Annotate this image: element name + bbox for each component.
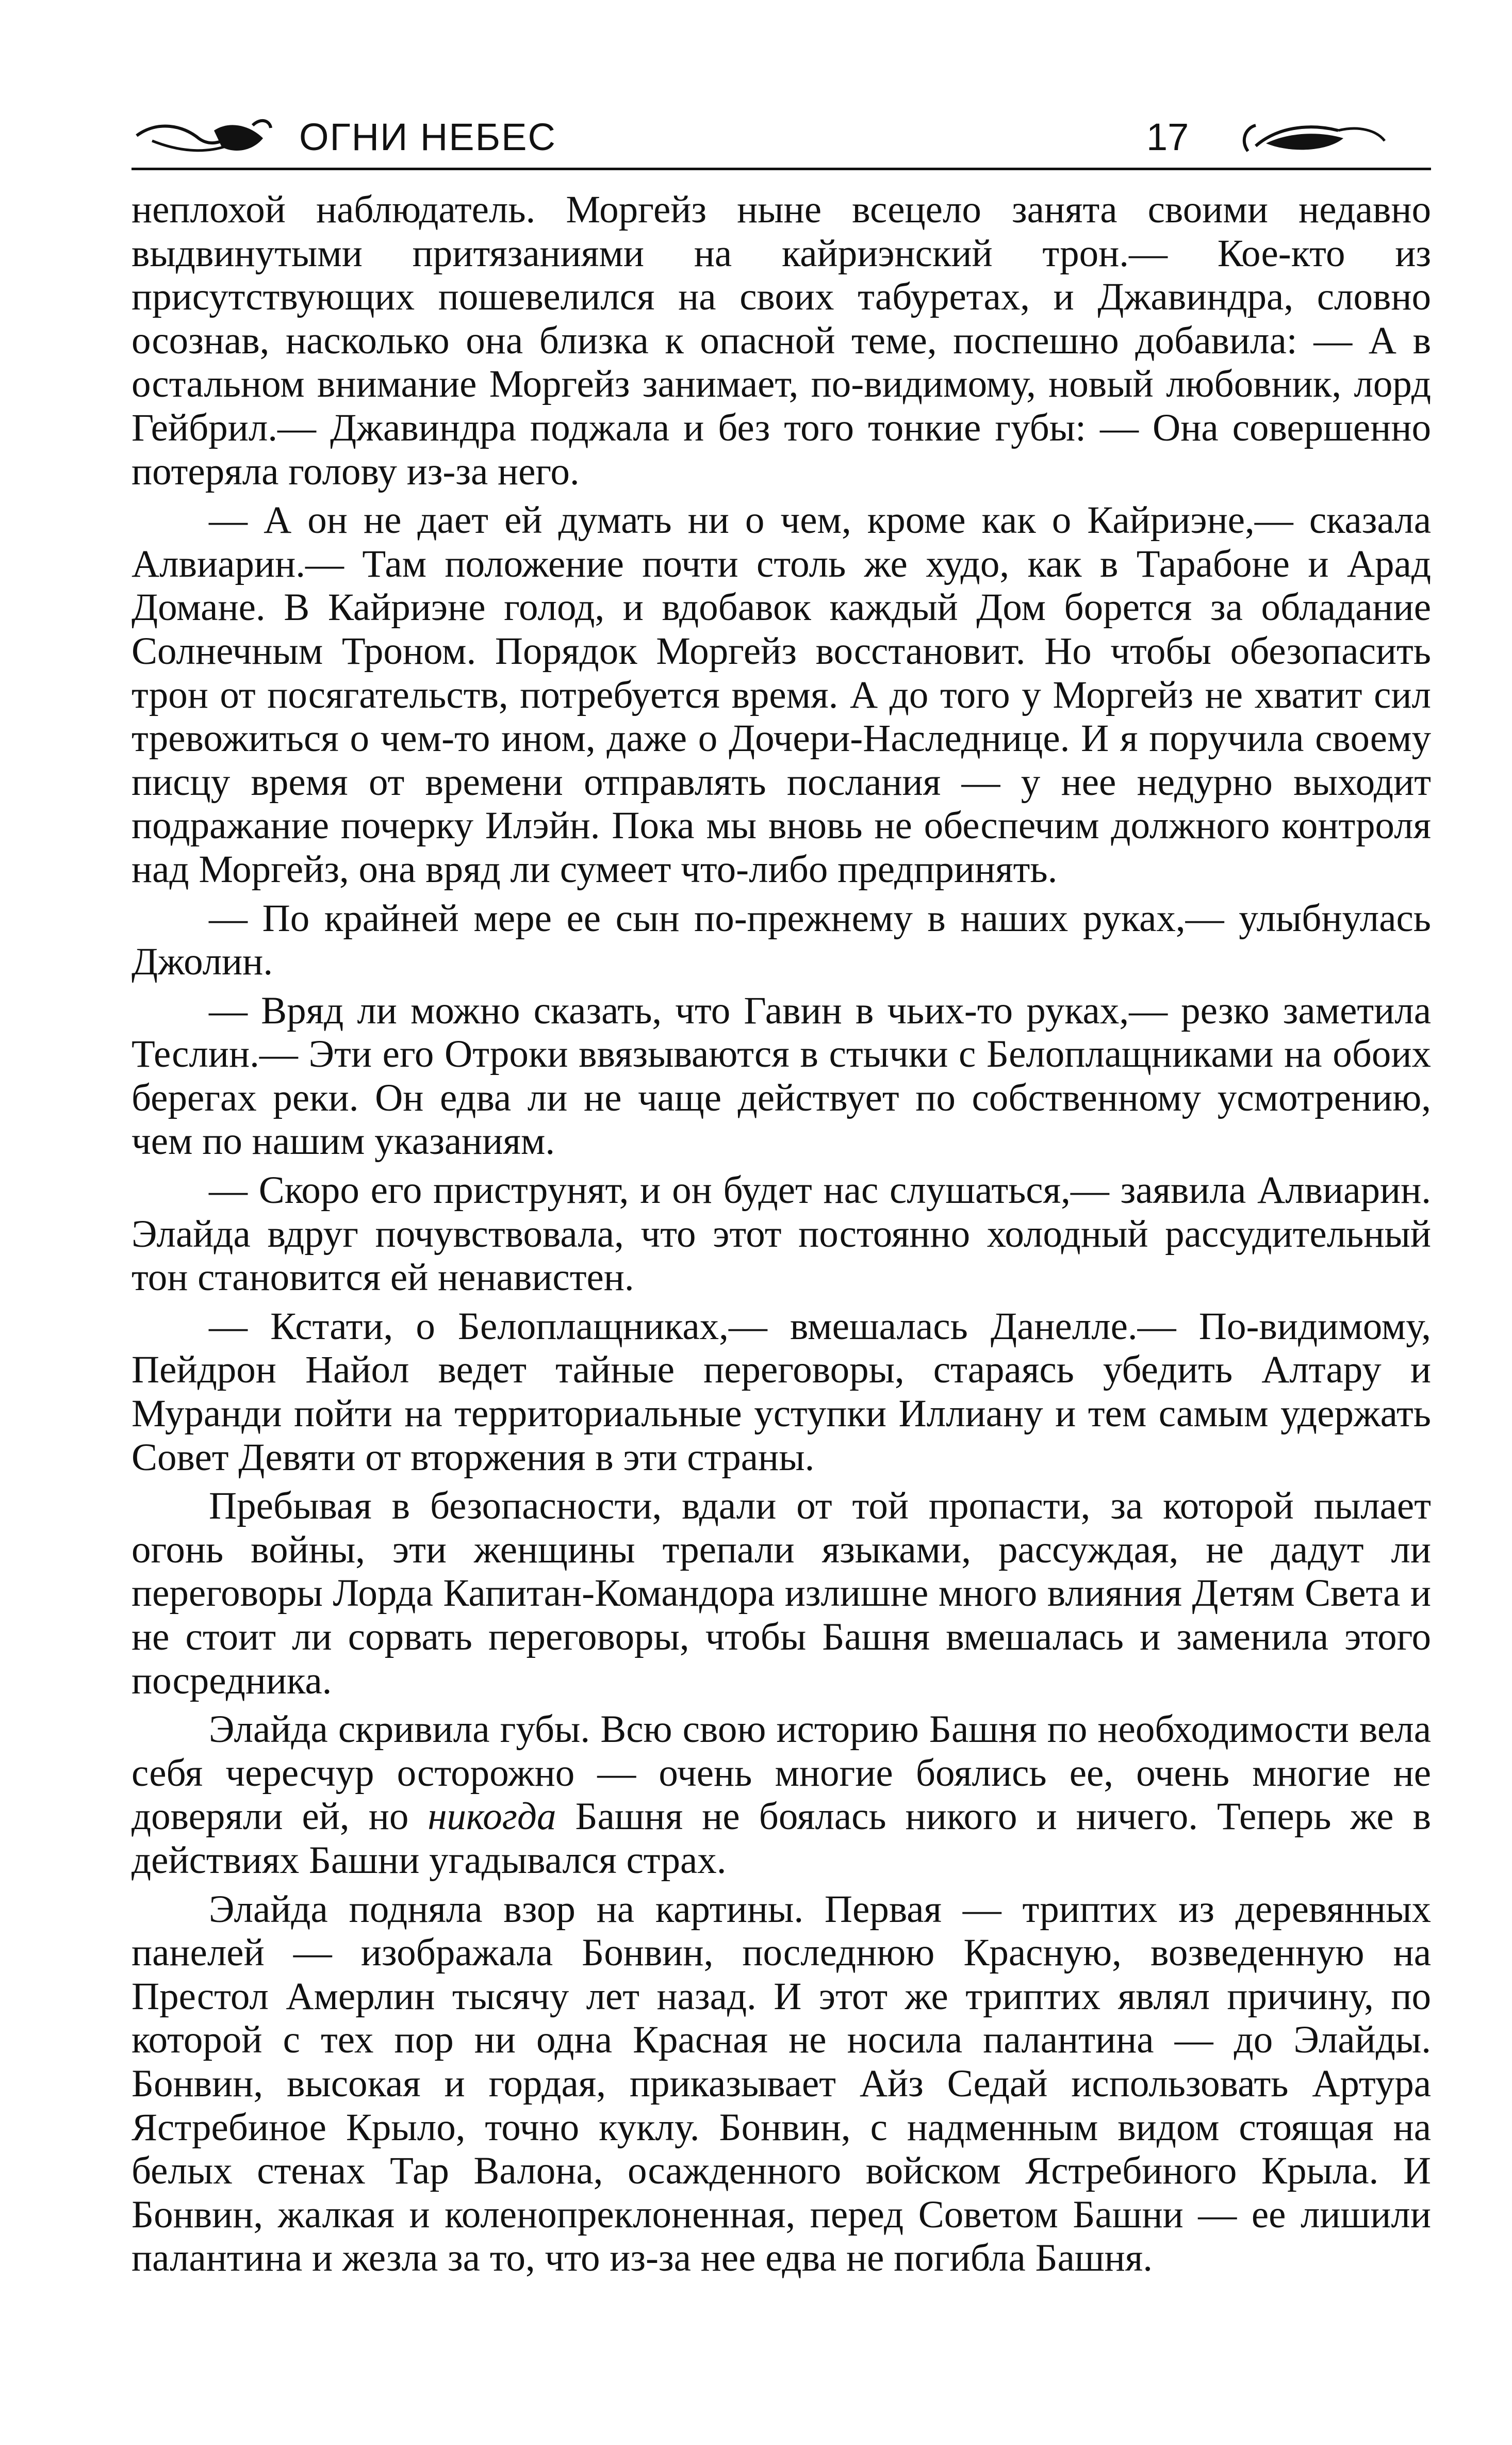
paragraph: Элайда подняла взор на картины. Первая — триптих из деревянных панелей — изображала Бонвин, последнюю Красную, возведенную на Престол Амерлин тысячу лет назад. И этот же триптих являл причину, по которой с тех пор ни одна Красная не носила палантина — до Элайды. Бонвин, высокая и гордая, приказывает Айз Седай использовать Артура Ястребиное Крыло, точно куклу. Бонвин, с надменным видом стоящая на белых стенах Тар Валона, осажденного войском Ястребиного Крыла. И Бонвин, жалкая и коленопреклоненная, перед Советом Башни — ее лишили палантина и жезла за то, что из-за нее едва не погибла Башня. xyxy=(132,1887,1431,2280)
paragraph: — По крайней мере ее сын по-прежнему в наших руках,— улыбнулась Джолин. xyxy=(132,896,1431,984)
paragraph: Пребывая в безопасности, вдали от той пропасти, за которой пылает огонь войны, эти женщины трепали языками, рассуждая, не дадут ли переговоры Лорда Капитан-Командора излишне много влияния Детям Света и не стоит ли сорвать переговоры, чтобы Башня вмешалась и заменила этого посредника. xyxy=(132,1485,1431,1702)
paragraph: — Скоро его приструнят, и он будет нас слушаться,— заявила Алвиарин. Элайда вдруг почувствовала, что этот постоянно холодный рассудительный тон становится ей ненавистен. xyxy=(132,1169,1431,1299)
paragraph: неплохой наблюдатель. Моргейз ныне всецело занята своими недавно выдвинутыми притязаниями на кайриэнский трон.— Кое-кто из присутствующих пошевелился на своих табуретах, и Джавиндра, словно осознав, насколько она близка к опасной теме, поспешно добавила: — А в остальном внимание Моргейз занимает, по-видимому, новый любовник, лорд Гейбрил.— Джавиндра поджала и без того тонкие губы: — Она совершенно потеряла голову из-за него. xyxy=(132,188,1431,493)
paragraph: — Кстати, о Белоплащниках,— вмешалась Данелле.— По-видимому, Пейдрон Найол ведет тайные переговоры, стараясь убедить Алтару и Муранди пойти на территориальные уступки Иллиану и тем самым удержать Совет Девяти от вторжения в эти страны. xyxy=(132,1305,1431,1479)
flourish-right-icon xyxy=(1235,115,1390,161)
header-rule xyxy=(132,168,1431,170)
body-text xyxy=(132,188,1431,2286)
paragraph: — А он не дает ей думать ни о чем, кроме как о Кайриэне,— сказала Алвиарин.— Там положение почти столь же худо, как в Тарабоне и Арад Домане. В Кайриэне голод, и вдобавок каждый Дом борется за обладание Солнечным Троном. Порядок Моргейз восстановит. Но чтобы обезопасить трон от посягательств, потребуется время. А до того у Моргейз не хватит сил тревожиться о чем-то ином, даже о Дочери-Наследнице. И я поручила своему писцу время от времени отправлять послания — у нее недурно выходит подражание почерку Илэйн. Пока мы вновь не обеспечим должного контроля над Моргейз, она вряд ли сумеет что-либо предпринять. xyxy=(132,499,1431,891)
paragraph-text: Башня не боялась никого и ничего. Теперь же в действиях Башни угадывался страх. xyxy=(132,1795,1431,1882)
emphasis: никогда xyxy=(428,1795,556,1838)
paragraph: — Вряд ли можно сказать, что Гавин в чьих-то руках,— резко заметила Теслин.— Эти его Отроки ввязываются в стычки с Белоплащниками на обоих берегах реки. Он едва ли не чаще действует по собственному усмотрению, чем по нашим указаниям. xyxy=(132,989,1431,1163)
flourish-left-icon xyxy=(132,115,276,161)
page-number: 17 xyxy=(1146,116,1189,158)
running-title: ОГНИ НЕБЕС xyxy=(299,116,556,158)
paragraph xyxy=(132,1708,1431,1882)
paragraph-text: Элайда скривила губы. Всю свою историю Башня по необходимости вела себя чересчур осторожно — очень многие боялись ее, очень многие не доверяли ей, но xyxy=(132,1708,1431,1838)
running-header xyxy=(132,111,1431,173)
